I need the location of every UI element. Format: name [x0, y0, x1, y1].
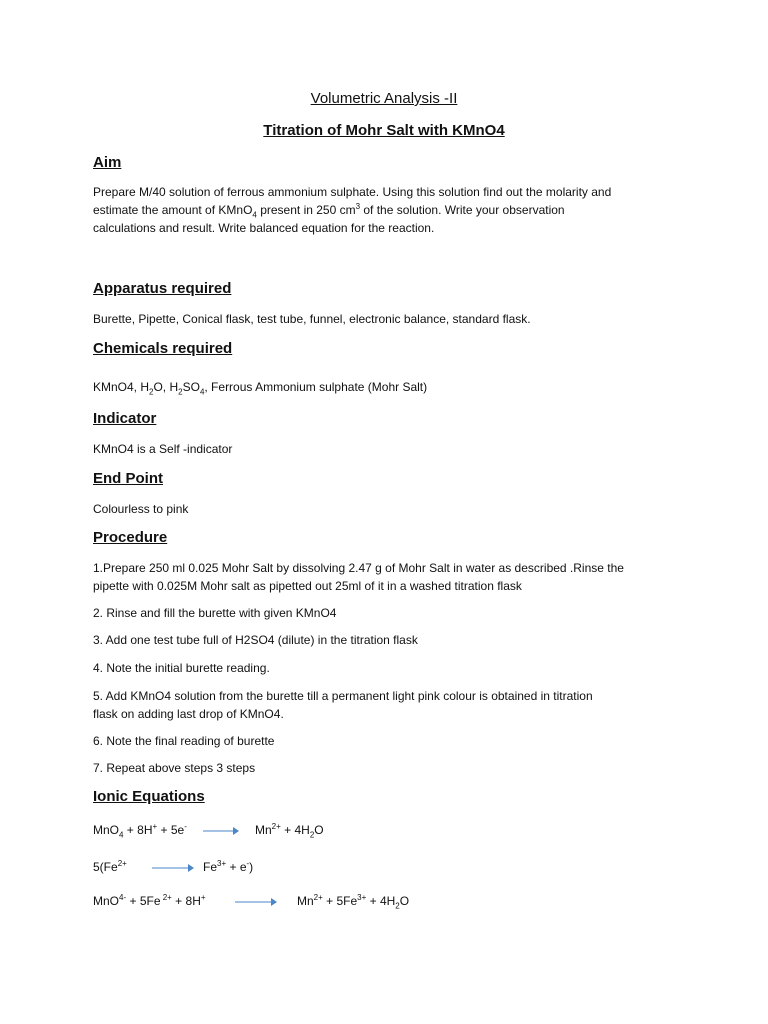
aim-line-3: calculations and result. Write balanced equation for the reaction. [93, 221, 435, 235]
apparatus-text: Burette, Pipette, Conical flask, test tube, funnel, electronic balance, standard flask. [93, 312, 531, 326]
procedure-step-2: 2. Rinse and fill the burette with given KMnO4 [93, 606, 337, 620]
equation-1-reactants: MnO$_4$ + 8H+ + 5e- [93, 822, 187, 840]
procedure-step-1-line-1: 1.Prepare 250 ml 0.025 Mohr Salt by dissolving 2.47 g of Mohr Salt in water as described .Rinse the [93, 561, 624, 575]
chemicals-text: KMnO4, $H_2O$, $H_2SO_4$, Ferrous Ammonium sulphate (Mohr Salt) [93, 380, 428, 397]
equation-1-arrow [203, 825, 239, 837]
procedure-step-3: 3. Add one test tube full of H2SO4 (dilute) in the titration flask [93, 633, 418, 647]
procedure-step-7: 7. Repeat above steps 3 steps [93, 761, 256, 775]
document-subtitle: Titration of Mohr Salt with KMnO4 [263, 122, 505, 139]
procedure-step-5-line-2: flask on adding last drop of KMnO4. [93, 707, 284, 721]
indicator-heading: Indicator [93, 410, 157, 427]
equation-2-arrow [152, 862, 194, 874]
procedure-step-1-line-2: pipette with 0.025M Mohr salt as pipetted out 25ml of it in a washed titration flask [93, 579, 522, 593]
procedure-step-4: 4. Note the initial burette reading. [93, 661, 270, 675]
aim-line-2: estimate the amount of KMnO$_4$ present in 250 $cm^3$ of the solution. Write your observation [93, 202, 565, 220]
aim-line-1: Prepare M/40 solution of ferrous ammonium sulphate. Using this solution find out the molarity and [93, 185, 612, 199]
end-point-text: Colourless to pink [93, 502, 189, 516]
equation-3-products: $Mn^{2+} + 5Fe^{3+} + 4H_2O$ [297, 893, 410, 911]
procedure-step-5-line-1: 5. Add KMnO4 solution from the burette till a permanent light pink colour is obtained in titration [93, 689, 593, 703]
equation-2-reactants: $5(Fe^{2+}$ [93, 859, 127, 874]
document-title: Volumetric Analysis -II [310, 90, 458, 107]
aim-heading: Aim [93, 154, 122, 171]
procedure-step-6: 6. Note the final reading of burette [93, 734, 275, 748]
equation-3-arrow [235, 896, 277, 908]
equation-3-reactants: MnO$^{4-}$ + 5Fe $^{2+}$ + 8H+ [93, 893, 206, 908]
procedure-heading: Procedure [93, 529, 168, 546]
end-point-heading: End Point [93, 470, 163, 487]
equation-1-products: $Mn^{2+} + 4H_2O$ [255, 822, 324, 840]
chemicals-heading: Chemicals required [93, 340, 233, 357]
equation-2-products: $Fe^{3+} + e^-$) [203, 859, 254, 874]
indicator-text: KMnO4 is a Self -indicator [93, 442, 233, 456]
ionic-equations-heading: Ionic Equations [93, 788, 205, 805]
apparatus-heading: Apparatus required [93, 280, 232, 297]
